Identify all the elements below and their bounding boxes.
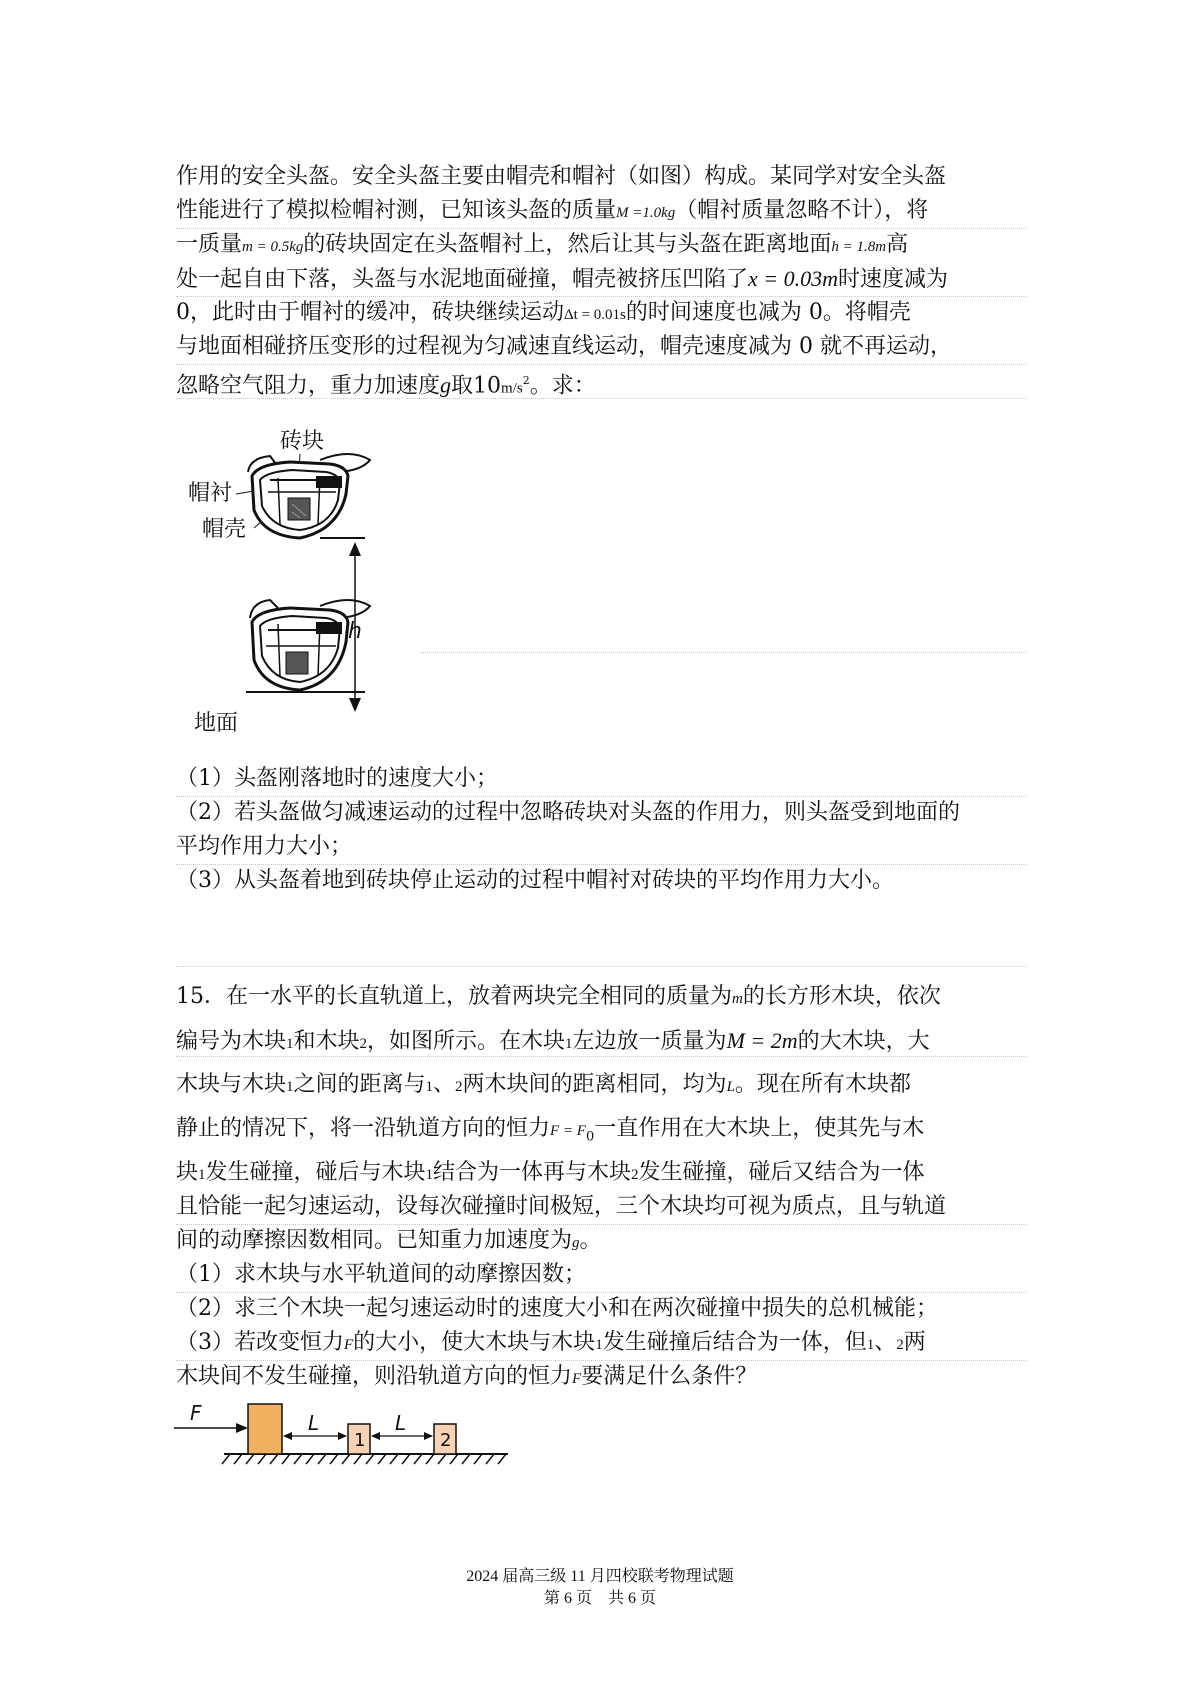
label-liner: 帽衬 <box>188 481 233 506</box>
p15-text: 和木块 <box>293 1029 360 1054</box>
p15-text: 间的动摩擦因数相同。已知重力加速度为 <box>176 1228 573 1253</box>
brick-mass-value: m = 0.5kg <box>242 239 304 255</box>
p15-question-1 <box>176 1258 1026 1292</box>
helmet-bottom <box>250 600 370 690</box>
block-num: 2 <box>359 1036 368 1052</box>
p15-line-3 <box>176 1068 1026 1104</box>
p14-text: 的砖块固定在头盔帽衬上，然后让其与头盔在距离地面 <box>303 232 832 257</box>
symbol-F: F <box>344 1337 354 1353</box>
p15-text: ，如图所示。在木块 <box>367 1029 566 1054</box>
p15-text: 。 <box>579 1228 602 1253</box>
footer-page <box>0 1588 1200 1610</box>
block-num: 1 <box>866 1337 875 1353</box>
force-subscript: 0 <box>585 1129 595 1145</box>
p14-question-text: （3）从头盔着地到砖块停止运动的过程中帽衬对砖块的平均作用力大小。 <box>176 868 894 893</box>
g-unit: m/s <box>501 380 523 397</box>
p15-text: 发生碰撞，碰后与木块 <box>205 1160 426 1185</box>
p15-line-7 <box>176 1224 1026 1260</box>
p14-line-6 <box>176 330 1026 364</box>
p15-question-text: （3）若改变恒力 <box>176 1330 344 1355</box>
block-num: 1 <box>425 1167 434 1183</box>
symbol-L: L <box>726 1079 735 1095</box>
p14-line-5 <box>176 296 1026 332</box>
footer-title <box>0 1566 1200 1588</box>
dent-depth-value: x = 0.03m <box>748 266 839 291</box>
footer-title-text: 2024 届高三级 11 月四校联考物理试题 <box>466 1568 734 1585</box>
p15-text: 发生碰撞，碰后又结合为一体 <box>638 1160 925 1185</box>
block-num: 1 <box>198 1167 206 1183</box>
p14-question-text: （1）头盔刚落地时的速度大小； <box>176 766 498 791</box>
p14-question-2a <box>176 796 1026 830</box>
force-equation: F = F <box>550 1123 586 1139</box>
p14-text: 0，此时由于帽衬的缓冲，砖块继续运动 <box>176 300 564 325</box>
g-value: 10 <box>473 373 502 399</box>
p15-line-4 <box>176 1112 1026 1154</box>
p15-question-text: （2）求三个木块一起匀速运动时的速度大小和在两次碰撞中损失的总机械能； <box>176 1296 938 1321</box>
blocks-figure <box>170 1398 520 1478</box>
p15-text: 之间的距离与 <box>293 1072 426 1097</box>
symbol-F: F <box>572 1371 582 1387</box>
p14-text: 时速度减为 <box>838 267 949 292</box>
p14-text: 高 <box>886 232 909 257</box>
p15-text: 一直作用在大木块上，使其先与木 <box>594 1116 925 1141</box>
p15-text: 静止的情况下，将一沿轨道方向的恒力 <box>176 1116 551 1141</box>
p14-line-1 <box>176 160 1026 194</box>
helmet-drop-figure <box>180 420 420 742</box>
symbol-m: m <box>732 991 743 1007</box>
p14-question-text: 平均作用力大小； <box>176 834 353 859</box>
p14-question-3 <box>176 864 1026 898</box>
p15-text: 、 <box>433 1072 456 1097</box>
p14-question-2b <box>176 830 1026 864</box>
p14-text: 性能进行了模拟检帽衬测，已知该头盔的质量 <box>176 198 617 223</box>
p14-text: （帽衬质量忽略不计），将 <box>675 198 929 223</box>
p15-question-3a <box>176 1326 1026 1362</box>
p14-text: 忽略空气阻力，重力加速度 <box>176 373 441 399</box>
p15-line-5 <box>176 1156 1026 1192</box>
p14-question-text: （2）若头盔做匀减速运动的过程中忽略砖块对头盔的作用力，则头盔受到地面的 <box>176 800 960 825</box>
p15-text: 结合为一体再与木块 <box>433 1160 632 1185</box>
p14-text: 作用的安全头盔。安全头盔主要由帽壳和帽衬（如图）构成。某同学对安全头盔 <box>176 164 947 189</box>
p15-question-text: 两 <box>903 1330 926 1355</box>
block-2-label: 2 <box>440 1430 452 1451</box>
p15-text: 。现在所有木块都 <box>734 1072 911 1097</box>
p15-text: 左边放一质量为 <box>572 1029 727 1054</box>
block-num: 1 <box>595 1337 603 1353</box>
p15-question-3b <box>176 1360 1026 1396</box>
label-ground: 地面 <box>194 711 239 736</box>
drop-height-value: h = 1.8m <box>831 239 887 255</box>
p14-line-4 <box>176 262 1026 297</box>
p15-question-text: 要满足什么条件？ <box>581 1364 758 1389</box>
p15-text: 块 <box>176 1160 199 1185</box>
block-num: 2 <box>631 1167 639 1183</box>
label-force: F <box>190 1401 202 1425</box>
p15-question-2 <box>176 1292 1026 1326</box>
p14-text: 处一起自由下落，头盔与水泥地面碰撞，帽壳被挤压凹陷了 <box>176 267 749 292</box>
p15-text: 且恰能一起匀速运动，设每次碰撞时间极短，三个木块均可视为质点，且与轨道 <box>176 1194 947 1219</box>
g-symbol: g <box>440 372 452 398</box>
block-num: 2 <box>896 1337 904 1353</box>
p15-question-text: 、 <box>874 1330 897 1355</box>
p15-text: 的大木块，大 <box>797 1029 930 1054</box>
block-num: 1 <box>565 1036 573 1052</box>
p14-line-3 <box>176 228 1026 264</box>
symbol-g: g <box>572 1235 580 1251</box>
p15-text: 两木块间的距离相同，均为 <box>462 1072 727 1097</box>
block-num: 1 <box>425 1079 434 1095</box>
p15-text: 15．在一水平的长直轨道上，放着两块完全相同的质量为 <box>176 984 732 1009</box>
p15-question-text: （1）求木块与水平轨道间的动摩擦因数； <box>176 1262 586 1287</box>
p15-text: 编号为木块 <box>176 1029 287 1054</box>
helmet-top <box>248 454 370 538</box>
p14-line-7: 忽略空气阻力，重力加速度g取$10m/s^2$。求： <box>176 372 596 399</box>
delta-t-value: Δt = 0.01s <box>564 307 626 323</box>
p15-line-1 <box>176 980 1026 1016</box>
block-num: 2 <box>455 1079 463 1095</box>
p15-question-text: 发生碰撞后结合为一体，但 <box>602 1330 867 1355</box>
label-distance-2: L <box>395 1411 407 1435</box>
block-num: 1 <box>286 1036 294 1052</box>
block-1-label: 1 <box>354 1430 366 1451</box>
p14-text: 的时间速度也减为 0。将帽壳 <box>625 300 911 325</box>
label-brick: 砖块 <box>280 429 325 454</box>
label-shell: 帽壳 <box>202 517 247 542</box>
label-height: h <box>348 619 362 644</box>
p15-text: 的长方形木块，依次 <box>742 984 941 1009</box>
p14-text: 。求： <box>529 373 596 399</box>
p14-text: 一质量 <box>176 232 243 257</box>
p15-line-6 <box>176 1190 1026 1224</box>
p15-question-text: 的大小，使大木块与木块 <box>353 1330 596 1355</box>
helmet-mass-value: M =1.0kg <box>616 205 676 221</box>
block-num: 1 <box>286 1079 294 1095</box>
p14-line-2 <box>176 194 1026 230</box>
p14-text: 与地面相碰挤压变形的过程视为匀减速直线运动，帽壳速度减为 0 就不再运动， <box>176 334 952 359</box>
p14-text: 取 <box>451 373 474 399</box>
p15-question-text: 木块间不发生碰撞，则沿轨道方向的恒力 <box>176 1364 573 1389</box>
big-block-mass: M = 2m <box>726 1028 798 1053</box>
big-block <box>248 1404 282 1454</box>
p14-question-1 <box>176 762 1026 796</box>
label-distance-1: L <box>308 1411 320 1435</box>
p15-text: 木块与木块 <box>176 1072 287 1097</box>
footer-page-number: 第 6 页 共 6 页 <box>543 1590 656 1607</box>
